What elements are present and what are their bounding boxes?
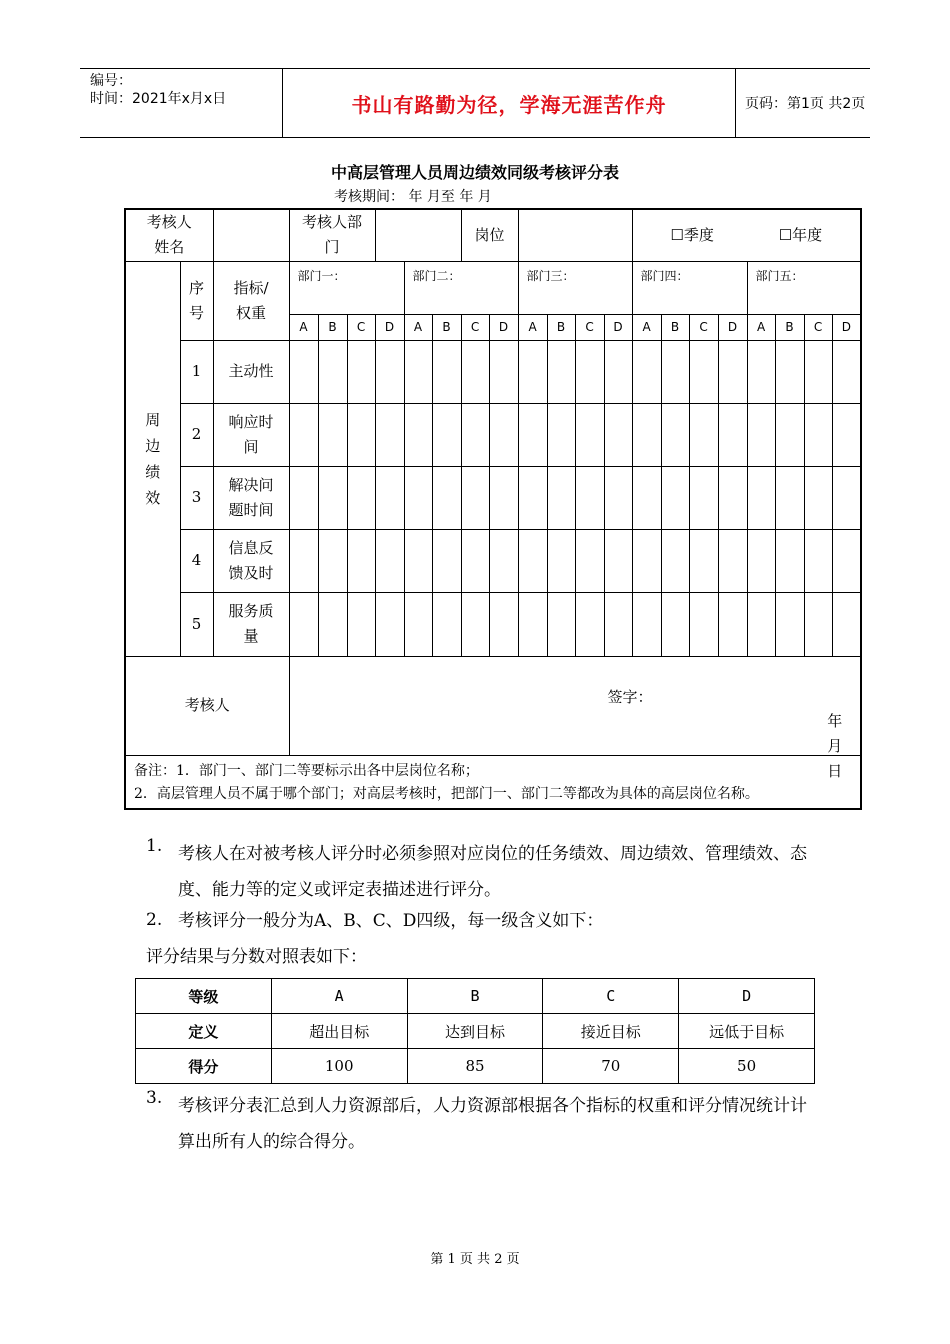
score-cell[interactable] bbox=[289, 592, 318, 656]
indicator-name: 主动性 bbox=[213, 340, 289, 403]
score-cell[interactable] bbox=[832, 466, 861, 529]
score-cell[interactable] bbox=[689, 340, 718, 403]
score-cell[interactable] bbox=[318, 403, 347, 466]
grade-letter: A bbox=[289, 314, 318, 340]
score-cell[interactable] bbox=[404, 529, 432, 592]
indicator-row bbox=[125, 340, 861, 403]
score-cell[interactable] bbox=[289, 340, 318, 403]
grade-letter: C bbox=[689, 314, 718, 340]
score-cell[interactable] bbox=[375, 403, 404, 466]
grade-letter: D bbox=[489, 314, 518, 340]
score-cell[interactable] bbox=[489, 403, 518, 466]
score-cell[interactable] bbox=[547, 466, 575, 529]
score-cell[interactable] bbox=[489, 340, 518, 403]
item-3-text: 考核评分表汇总到人力资源部后，人力资源部根据各个指标的权重和评分情况统计计算出所有人的综合得分。 bbox=[178, 1096, 807, 1152]
grade-letter: B bbox=[661, 314, 689, 340]
grade-letter: C bbox=[804, 314, 832, 340]
score-cell[interactable] bbox=[661, 340, 689, 403]
score-cell[interactable] bbox=[604, 466, 632, 529]
score-cell[interactable] bbox=[318, 529, 347, 592]
indicator-name: 信息反馈及时 bbox=[213, 529, 289, 592]
score-cell[interactable] bbox=[518, 403, 547, 466]
score-cell[interactable] bbox=[661, 466, 689, 529]
indicator-row bbox=[125, 403, 861, 466]
dept-header-4: 部门四： bbox=[632, 261, 747, 314]
row-number: 4 bbox=[180, 529, 213, 592]
indicator-name: 服务质量 bbox=[213, 592, 289, 656]
score-cell[interactable] bbox=[575, 403, 604, 466]
indicator-row bbox=[125, 466, 861, 529]
score-cell[interactable] bbox=[518, 592, 547, 656]
grade-letter: A bbox=[404, 314, 432, 340]
score-cell[interactable] bbox=[461, 529, 489, 592]
score-cell[interactable] bbox=[747, 340, 775, 403]
header-page-cell bbox=[735, 69, 870, 137]
grade-letter: C bbox=[347, 314, 375, 340]
score-cell[interactable] bbox=[547, 592, 575, 656]
row-number: 2 bbox=[180, 403, 213, 466]
score-cell[interactable] bbox=[432, 466, 461, 529]
item-2-text: 考核评分一般分为A、B、C、D四级，每一级含义如下： bbox=[178, 911, 604, 931]
definition-label: 定义 bbox=[136, 1014, 272, 1049]
score-cell[interactable] bbox=[289, 403, 318, 466]
score-cell[interactable] bbox=[718, 466, 747, 529]
dept-header-3: 部门三： bbox=[518, 261, 632, 314]
score-cell[interactable] bbox=[632, 592, 661, 656]
grade-letter: A bbox=[518, 314, 547, 340]
row-number: 3 bbox=[180, 466, 213, 529]
score-cell[interactable] bbox=[547, 403, 575, 466]
examiner-dept-label: 考核人部门 bbox=[289, 209, 375, 261]
signature-date: 年 月 日 bbox=[827, 711, 843, 780]
score-cell[interactable] bbox=[718, 529, 747, 592]
score-row bbox=[136, 1049, 815, 1084]
indicator-row bbox=[125, 529, 861, 592]
score-cell[interactable] bbox=[289, 529, 318, 592]
serial-number: 编号： bbox=[90, 73, 132, 89]
grade-header-row bbox=[136, 979, 815, 1014]
score-cell[interactable] bbox=[718, 340, 747, 403]
score-cell[interactable] bbox=[404, 403, 432, 466]
header-page-number: 页码：第1页 共2页 bbox=[745, 96, 866, 112]
score-cell[interactable] bbox=[318, 340, 347, 403]
score-cell[interactable] bbox=[375, 529, 404, 592]
score-cell[interactable] bbox=[432, 592, 461, 656]
row-number: 1 bbox=[180, 340, 213, 403]
examiner-sign-label: 考核人 bbox=[125, 656, 289, 755]
score-cell[interactable] bbox=[775, 403, 804, 466]
score-cell[interactable] bbox=[689, 466, 718, 529]
category-cell: 周边绩效 bbox=[125, 261, 180, 656]
score-c: 70 bbox=[543, 1049, 679, 1084]
dept-header-5: 部门五： bbox=[747, 261, 861, 314]
score-cell[interactable] bbox=[432, 403, 461, 466]
score-cell[interactable] bbox=[747, 529, 775, 592]
score-cell[interactable] bbox=[661, 403, 689, 466]
score-cell[interactable] bbox=[547, 529, 575, 592]
score-cell[interactable] bbox=[604, 340, 632, 403]
score-cell[interactable] bbox=[318, 466, 347, 529]
indicator-name: 解决问题时间 bbox=[213, 466, 289, 529]
document-header bbox=[80, 68, 870, 138]
score-cell[interactable] bbox=[804, 592, 832, 656]
grade-score-table bbox=[135, 978, 815, 1084]
definition-c: 接近目标 bbox=[543, 1014, 679, 1049]
score-cell[interactable] bbox=[689, 592, 718, 656]
score-cell[interactable] bbox=[404, 592, 432, 656]
score-cell[interactable] bbox=[775, 529, 804, 592]
header-info bbox=[80, 69, 282, 137]
score-cell[interactable] bbox=[461, 592, 489, 656]
score-cell[interactable] bbox=[518, 466, 547, 529]
score-cell[interactable] bbox=[347, 403, 375, 466]
seq-header: 序号 bbox=[180, 261, 213, 340]
score-cell[interactable] bbox=[375, 340, 404, 403]
score-cell[interactable] bbox=[432, 529, 461, 592]
score-cell[interactable] bbox=[432, 340, 461, 403]
score-label: 得分 bbox=[136, 1049, 272, 1084]
grade-col-label: 等级 bbox=[136, 979, 272, 1014]
score-cell[interactable] bbox=[832, 403, 861, 466]
score-cell[interactable] bbox=[832, 592, 861, 656]
note-2: 2．高层管理人员不属于哪个部门；对高层考核时，把部门一、部门二等都改为具体的高层岗位名称。 bbox=[134, 785, 759, 802]
score-cell[interactable] bbox=[461, 340, 489, 403]
definition-a: 超出目标 bbox=[271, 1014, 407, 1049]
score-cell[interactable] bbox=[604, 592, 632, 656]
score-cell[interactable] bbox=[347, 466, 375, 529]
quarter-checkbox[interactable]: ☐季度 bbox=[670, 225, 714, 244]
grade-b: B bbox=[407, 979, 543, 1014]
score-cell[interactable] bbox=[347, 340, 375, 403]
score-cell[interactable] bbox=[661, 592, 689, 656]
year-checkbox[interactable]: ☐年度 bbox=[778, 225, 823, 244]
score-cell[interactable] bbox=[689, 529, 718, 592]
score-cell[interactable] bbox=[547, 340, 575, 403]
score-cell[interactable] bbox=[489, 466, 518, 529]
grade-c: C bbox=[543, 979, 679, 1014]
score-cell[interactable] bbox=[575, 340, 604, 403]
grade-letter: D bbox=[604, 314, 632, 340]
item-2-number: 2. bbox=[146, 910, 163, 930]
grade-letter: B bbox=[318, 314, 347, 340]
score-cell[interactable] bbox=[832, 340, 861, 403]
score-cell[interactable] bbox=[489, 592, 518, 656]
grade-letter: A bbox=[632, 314, 661, 340]
score-cell[interactable] bbox=[775, 592, 804, 656]
score-cell[interactable] bbox=[375, 466, 404, 529]
score-cell[interactable] bbox=[461, 403, 489, 466]
assessment-table bbox=[124, 208, 862, 810]
score-cell[interactable] bbox=[461, 466, 489, 529]
score-cell[interactable] bbox=[661, 529, 689, 592]
score-cell[interactable] bbox=[575, 466, 604, 529]
score-a: 100 bbox=[271, 1049, 407, 1084]
grade-letter: B bbox=[547, 314, 575, 340]
grade-letter: B bbox=[775, 314, 804, 340]
score-cell[interactable] bbox=[804, 403, 832, 466]
score-cell[interactable] bbox=[632, 340, 661, 403]
item-3-number: 3. bbox=[146, 1088, 163, 1108]
score-cell[interactable] bbox=[804, 340, 832, 403]
score-cell[interactable] bbox=[347, 529, 375, 592]
row-number: 5 bbox=[180, 592, 213, 656]
notes-cell bbox=[125, 755, 861, 809]
score-cell[interactable] bbox=[747, 592, 775, 656]
grade-d: D bbox=[679, 979, 815, 1014]
indicator-row bbox=[125, 592, 861, 656]
header-time: 时间：2021年x月x日 bbox=[90, 91, 227, 107]
indicator-header: 指标/权重 bbox=[213, 261, 289, 340]
post-label: 岗位 bbox=[461, 209, 518, 261]
definition-d: 远低于目标 bbox=[679, 1014, 815, 1049]
score-d: 50 bbox=[679, 1049, 815, 1084]
score-cell[interactable] bbox=[775, 466, 804, 529]
definition-row bbox=[136, 1014, 815, 1049]
indicator-name: 响应时间 bbox=[213, 403, 289, 466]
score-b: 85 bbox=[407, 1049, 543, 1084]
examiner-name-value[interactable] bbox=[213, 209, 289, 261]
score-cell[interactable] bbox=[604, 403, 632, 466]
score-cell[interactable] bbox=[832, 529, 861, 592]
score-cell[interactable] bbox=[775, 340, 804, 403]
score-cell[interactable] bbox=[518, 340, 547, 403]
assessment-period: 考核期间： 年 月至 年 月 bbox=[334, 189, 492, 205]
score-cell[interactable] bbox=[404, 466, 432, 529]
score-cell[interactable] bbox=[575, 529, 604, 592]
score-cell[interactable] bbox=[632, 403, 661, 466]
score-cell[interactable] bbox=[689, 403, 718, 466]
score-cell[interactable] bbox=[289, 466, 318, 529]
grade-letter: D bbox=[718, 314, 747, 340]
grade-letter: B bbox=[432, 314, 461, 340]
page-footer: 第 1 页 共 2 页 bbox=[430, 1252, 520, 1267]
header-motto-cell bbox=[282, 69, 736, 137]
score-cell[interactable] bbox=[604, 529, 632, 592]
grade-letter: A bbox=[747, 314, 775, 340]
post-value[interactable] bbox=[518, 209, 632, 261]
score-cell[interactable] bbox=[632, 529, 661, 592]
grade-letter: D bbox=[375, 314, 404, 340]
motto: 书山有路勤为径，学海无涯苦作舟 bbox=[351, 92, 667, 117]
score-cell[interactable] bbox=[804, 529, 832, 592]
score-cell[interactable] bbox=[718, 592, 747, 656]
period-type-cell bbox=[632, 209, 861, 261]
score-cell[interactable] bbox=[518, 529, 547, 592]
item-1-number: 1. bbox=[146, 836, 163, 856]
dept-header-2: 部门二： bbox=[404, 261, 518, 314]
grade-letter: D bbox=[832, 314, 861, 340]
examiner-name-label: 考核人姓名 bbox=[125, 209, 213, 261]
score-cell[interactable] bbox=[632, 466, 661, 529]
note-1: 备注：1．部门一、部门二等要标示出各中层岗位名称； bbox=[134, 762, 479, 779]
score-cell[interactable] bbox=[718, 403, 747, 466]
score-cell[interactable] bbox=[375, 592, 404, 656]
score-cell[interactable] bbox=[804, 466, 832, 529]
grade-letter: C bbox=[575, 314, 604, 340]
score-cell[interactable] bbox=[404, 340, 432, 403]
score-cell[interactable] bbox=[747, 466, 775, 529]
score-cell[interactable] bbox=[747, 403, 775, 466]
definition-b: 达到目标 bbox=[407, 1014, 543, 1049]
examiner-dept-value[interactable] bbox=[375, 209, 461, 261]
score-cell[interactable] bbox=[489, 529, 518, 592]
score-cell[interactable] bbox=[347, 592, 375, 656]
score-cell[interactable] bbox=[318, 592, 347, 656]
dept-header-1: 部门一： bbox=[289, 261, 404, 314]
item-1-text: 考核人在对被考核人评分时必须参照对应岗位的任务绩效、周边绩效、管理绩效、态度、能力等的定义或评定表描述进行评分。 bbox=[178, 844, 807, 900]
grade-letter: C bbox=[461, 314, 489, 340]
form-title: 中高层管理人员周边绩效同级考核评分表 bbox=[330, 163, 619, 182]
grade-a: A bbox=[271, 979, 407, 1014]
grade-table-intro: 评分结果与分数对照表如下： bbox=[146, 947, 367, 967]
score-cell[interactable] bbox=[575, 592, 604, 656]
signature-label: 签字： bbox=[607, 687, 653, 706]
